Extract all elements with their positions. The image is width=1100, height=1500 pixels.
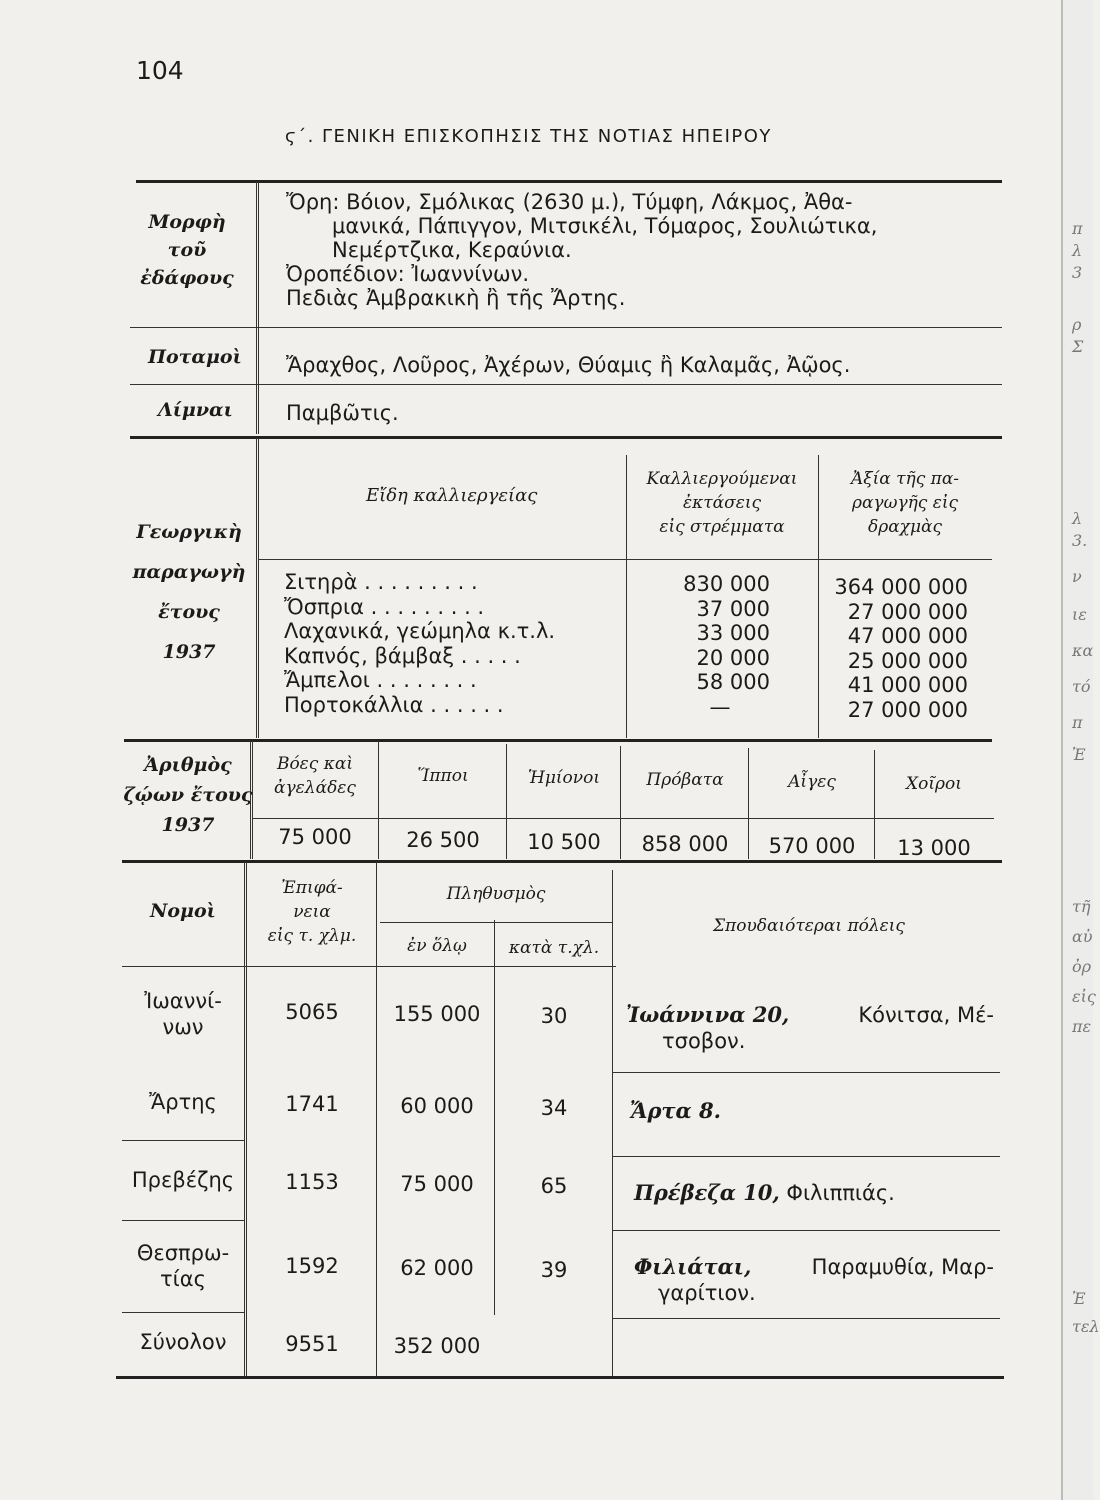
rule-row [612,1230,1000,1231]
pref-cities: Ἄρτα 8. [630,1098,721,1123]
table-cell: 13 000 [897,836,971,860]
rule-livestock-top [124,739,992,742]
table-cell: 62 000 [400,1256,474,1280]
table-cell: 26 500 [406,828,480,852]
table-cell: 75 000 [400,1172,474,1196]
table-cell: 20 000 [696,645,770,670]
pref-cities: Ἰωάννινα 20, Κόνιτσα, Μέ- τσοβον. [626,1002,994,1053]
livestock-header-cattle: Βόες καὶ ἀγελάδες [274,754,356,798]
table-cell: 1592 [285,1254,339,1278]
pref-header-cities: Σπουδαιότεραι πόλεις [713,916,905,936]
table-cell: 858 000 [641,832,729,856]
rule-row [122,1220,244,1221]
table-cell: 60 000 [400,1094,474,1118]
rule-prefectures-top [122,860,1002,863]
table-cell: 5065 [285,1000,339,1024]
pref-name: Ἰωαννί- νων [144,989,222,1039]
table-cell: 1153 [285,1170,339,1194]
rule-ls-2 [506,744,507,859]
rule-rivers [130,327,1002,328]
table-cell: — [709,694,731,719]
table-cell: 39 [540,1258,568,1282]
rivers-text: Ἄραχθος, Λοῦρος, Ἀχέρων, Θύαμις ἢ Καλαμᾶς, Ἀῷος. [286,353,851,377]
rule-row [122,1312,244,1313]
relief-label: Μορφὴ τοῦ ἐδάφους [140,211,234,289]
rule-pref-header [122,966,616,967]
table-cell: 27 000 000 [847,697,968,722]
rule-agri-top [130,436,1002,439]
rule-pref-name [244,862,247,1376]
rule-row [612,1318,1000,1319]
rule-pref-pop [494,920,495,1315]
agri-header-crop: Εἴδη καλλιεργείας [366,485,538,506]
rule-livestock-header [252,818,994,819]
agri-header-value: Ἀξία τῆς πα- ραγωγῆς εἰς δραχμὰς [850,469,960,537]
pref-name: Ἄρτης [149,1090,217,1114]
table-cell: 1741 [285,1092,339,1116]
rule-agri-header [258,559,992,560]
rule-agri-col2 [818,455,819,738]
livestock-header-mules: Ἡμίονοι [527,768,601,788]
table-cell: 65 [540,1174,568,1198]
rule-top [136,180,1002,183]
table-cell: 75 000 [278,825,352,849]
table-cell: 37 000 [696,596,770,621]
lakes-text: Παμβῶτις. [286,401,399,425]
pref-header-pop-density: κατὰ τ.χλ. [508,938,600,958]
list-item: Πορτοκάλλια . . . . . . [284,692,504,717]
table-cell: 155 000 [393,1002,481,1026]
pref-name: Πρεβέζης [131,1168,235,1192]
pref-cities: Φιλιάται, Παραμυθία, Μαρ- γαρίτιον. [634,1254,994,1305]
lakes-label: Λίμναι [158,399,233,421]
list-item: Λαχανικά, γεώμηλα κ.τ.λ. [284,619,556,643]
agri-label: Γεωργικὴ παραγωγὴ ἔτους 1937 [132,521,246,663]
rule-ls-4 [748,748,749,859]
rule-pref-cities [612,870,613,1376]
agri-areas [650,572,770,719]
table-cell: 25 000 000 [847,648,968,673]
table-cell: 34 [540,1096,568,1120]
table-cell: 352 000 [393,1334,481,1358]
table-cell: 27 000 000 [847,599,968,624]
pref-total-label: Σύνολον [139,1330,227,1354]
pref-cities: Πρέβεζα 10, Φιλιππιάς. [634,1180,895,1205]
rule-ls-1 [378,741,379,859]
rule-label-column [256,182,259,434]
list-item: Σιτηρὰ . . . . . . . . . [284,570,478,594]
agri-header-area: Καλλιεργούμεναι ἐκτάσεις εἰς στρέμματα [646,469,798,537]
table-cell: 58 000 [696,670,770,694]
table-cell: 364 000 000 [834,575,968,599]
rule-row [612,1156,1000,1157]
pref-header-pop-total: ἐν ὅλῳ [407,936,467,956]
livestock-header-sheep: Πρόβατα [646,770,724,790]
table-cell: 10 500 [527,830,601,854]
livestock-label: Ἀριθμὸς ζῴων ἔτους 1937 [123,754,253,836]
rule-pop-sub [380,922,612,923]
table-cell: 41 000 000 [847,673,968,697]
adjacent-page-fragments: π λ 3 ρ Σ λ 3. ν ιε κα τό π Ἐ τῆ αὐ ὀρ εἰς πε Ἐ τελ [1072,219,1100,1336]
table-cell: 830 000 [683,572,770,596]
page-number: 104 [136,56,184,85]
rivers-label: Ποταμοὶ [148,346,242,368]
list-item: Καπνός, βάμβαξ . . . . . [284,643,521,668]
section-title: ϛ΄. ΓΕΝΙΚΗ ΕΠΙΣΚΟΠΗΣΙΣ ΤΗΣ ΝΟΤΙΑΣ ΗΠΕΙΡΟΥ [285,126,772,147]
pref-header-area: Ἐπιφά- νεια εἰς τ. χλμ. [267,878,357,946]
rule-bottom [116,1376,1004,1379]
pref-header-nomos: Νομοὶ [150,900,216,922]
agri-crops [284,570,555,717]
table-cell: 570 000 [768,834,856,858]
rule-row [122,1140,244,1141]
livestock-header-goats: Αἶγες [788,772,836,792]
table-cell: 33 000 [696,621,770,645]
agri-values [826,575,968,722]
pref-header-pop: Πληθυσμὸς [446,884,546,904]
rule-agri-label [256,438,259,738]
relief-text: Ὄρη: Βόιον, Σμόλικας (2630 μ.), Τύμφη, Λάκμος, Ἀθα- μανικά, Πάπιγγον, Μιτσικέλι, Τόμαρος, Σουλιώτικα, Νεμέρτζικα, Κεραύνια. Ὀροπέδιον: Ἰωαννίνων. Πεδιὰς Ἀμβρακικὴ ἢ τῆς Ἄρτης. [286,190,878,310]
rule-pref-area [376,862,377,1376]
rule-row [612,1072,1000,1073]
rule-lakes [130,384,1002,385]
pref-name: Θεσπρω- τίας [136,1241,230,1291]
livestock-header-horses: Ἵπποι [417,766,469,786]
table-cell: 47 000 000 [847,624,968,648]
list-item: Ὄσπρια . . . . . . . . . [284,594,485,619]
list-item: Ἄμπελοι . . . . . . . . [284,668,477,692]
rule-ls-3 [620,746,621,859]
table-cell: 30 [540,1004,568,1028]
rule-ls-5 [874,750,875,859]
livestock-header-pigs: Χοῖροι [906,774,962,794]
table-cell: 9551 [285,1332,339,1356]
